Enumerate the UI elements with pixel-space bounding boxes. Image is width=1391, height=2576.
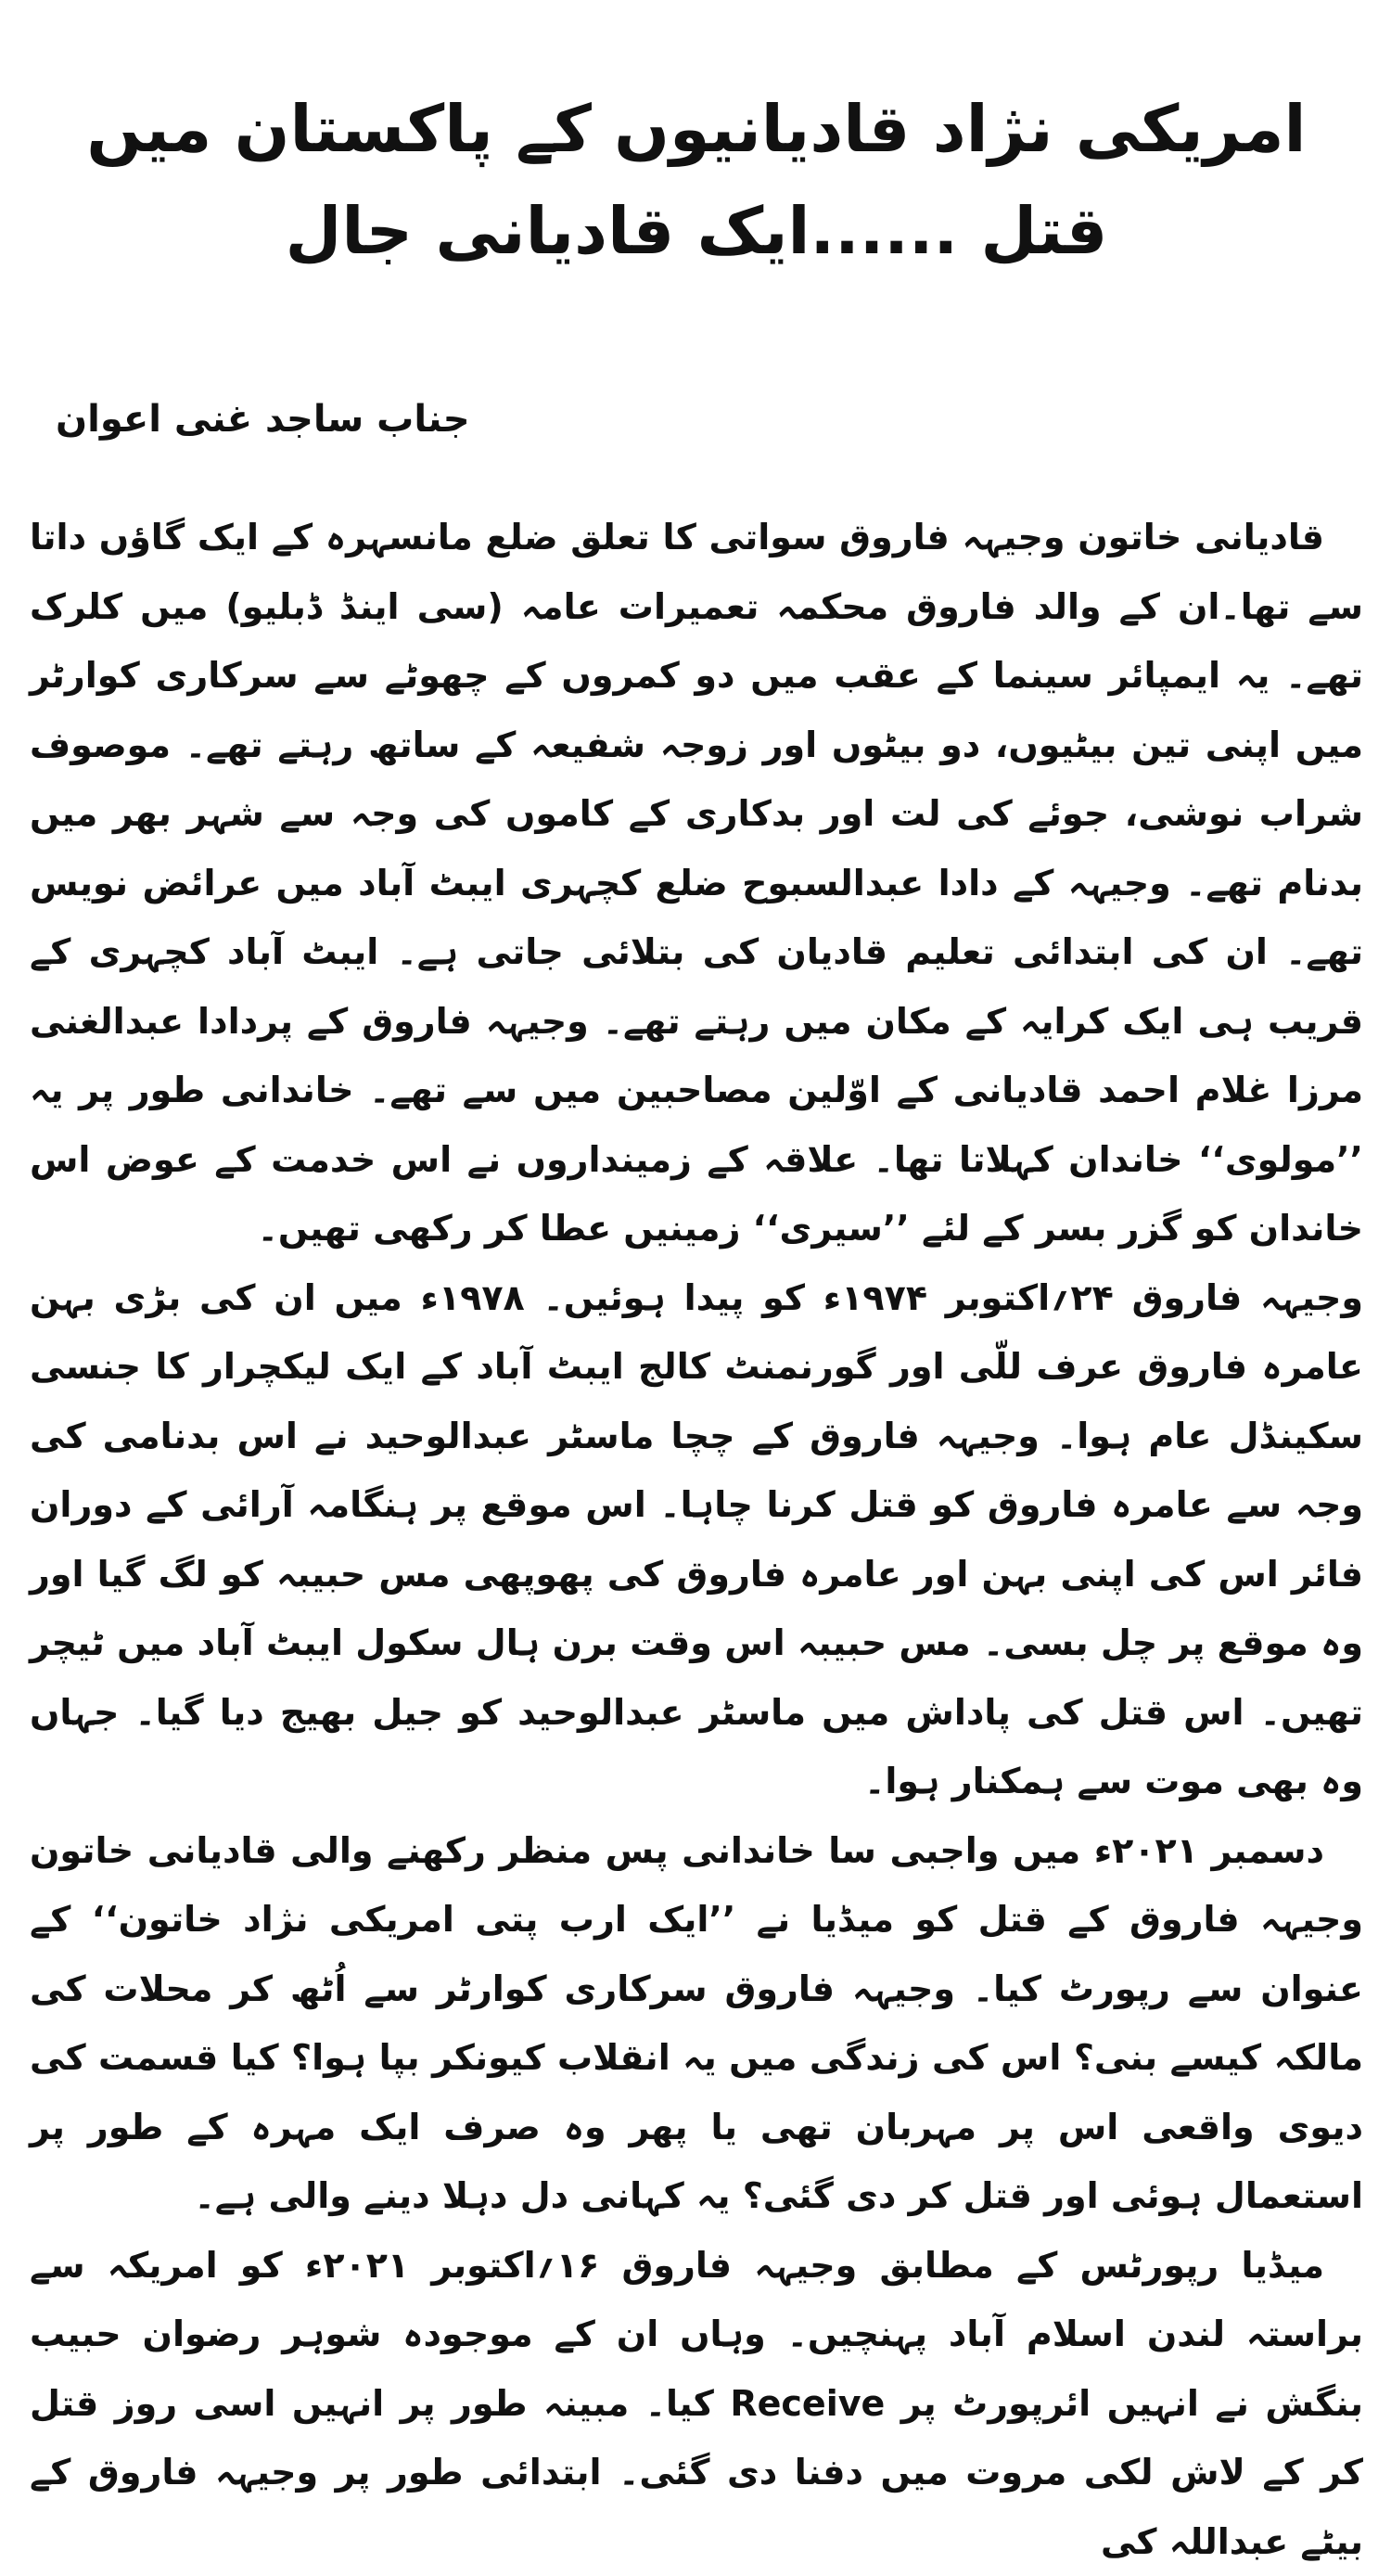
- author-byline: جناب ساجد غنی اعوان: [30, 391, 1363, 447]
- paragraph-3: دسمبر ۲۰۲۱ء میں واجبی سا خاندانی پس منظر رکھنے والی قادیانی خاتون وجیہہ فاروق کے قتل کو میڈیا نے ’’ایک ارب پتی امریکی نژاد خاتون‘‘ کے عنوان سے رپورٹ کیا۔ وجیہہ فاروق سرکاری کوارٹر سے اُٹھ کر محلات کی مالکہ کیسے بنی؟ اس کی زندگی میں یہ انقلاب کیونکر بپا ہوا؟ کیا قسمت کی دیوی واقعی اس پر مہربان تھی یا پھر وہ صرف ایک مہرہ کے طور پر استعمال ہوئی اور قتل کر دی گئی؟ یہ کہانی دل دہلا دینے والی ہے۔: [30, 1816, 1363, 2231]
- paragraph-1: قادیانی خاتون وجیہہ فاروق سواتی کا تعلق ضلع مانسہرہ کے ایک گاؤں داتا سے تھا۔ان کے والد فاروق محکمہ تعمیرات عامہ (سی اینڈ ڈبلیو) میں کلرک تھے۔ یہ ایمپائر سینما کے عقب میں دو کمروں کے چھوٹے سے سرکاری کوارٹر میں اپنی تین بیٹیوں، دو بیٹوں اور زوجہ شفیعہ کے ساتھ رہتے تھے۔ موصوف شراب نوشی، جوئے کی لت اور بدکاری کے کاموں کی وجہ سے شہر بھر میں بدنام تھے۔ وجیہہ کے دادا عبدالسبوح ضلع کچہری ایبٹ آباد میں عرائض نویس تھے۔ ان کی ابتدائی تعلیم قادیان کی بتلائی جاتی ہے۔ ایبٹ آباد کچہری کے قریب ہی ایک کرایہ کے مکان میں رہتے تھے۔ وجیہہ فاروق کے پردادا عبدالغنی مرزا غلام احمد قادیانی کے اوّلین مصاحبین میں سے تھے۔ خاندانی طور پر یہ ’’مولوی‘‘ خاندان کہلاتا تھا۔ علاقہ کے زمینداروں نے اس خدمت کے عوض اس خاندان کو گزر بسر کے لئے ’’سیری‘‘ زمینیں عطا کر رکھی تھیں۔: [30, 503, 1363, 1263]
- paragraph-2: وجیہہ فاروق ۲۴؍اکتوبر ۱۹۷۴ء کو پیدا ہوئیں۔ ۱۹۷۸ء میں ان کی بڑی بہن عامرہ فاروق عرف للّی اور گورنمنٹ کالج ایبٹ آباد کے ایک لیکچرار کا جنسی سکینڈل عام ہوا۔ وجیہہ فاروق کے چچا ماسٹر عبدالوحید نے اس بدنامی کی وجہ سے عامرہ فاروق کو قتل کرنا چاہا۔ اس موقع پر ہنگامہ آرائی کے دوران فائر اس کی اپنی بہن اور عامرہ فاروق کی پھوپھی مس حبیبہ کو لگ گیا اور وہ موقع پر چل بسی۔ مس حبیبہ اس وقت برن ہال سکول ایبٹ آباد میں ٹیچر تھیں۔ اس قتل کی پاداش میں ماسٹر عبدالوحید کو جیل بھیج دیا گیا۔ جہاں وہ بھی موت سے ہمکنار ہوا۔: [30, 1263, 1363, 1816]
- paragraph-4: میڈیا رپورٹس کے مطابق وجیہہ فاروق ۱۶؍اکتوبر ۲۰۲۱ء کو امریکہ سے براستہ لندن اسلام آباد پہنچیں۔ وہاں ان کے موجودہ شوہر رضوان حبیب بنگش نے انہیں ائرپورٹ پر Receive کیا۔ مبینہ طور پر انہیں اسی روز قتل کر کے لاش لکی مروت میں دفنا دی گئی۔ ابتدائی طور پر وجیہہ فاروق کے بیٹے عبداللہ کی: [30, 2231, 1363, 2576]
- article-body: [30, 503, 1363, 2576]
- article-title: امریکی نژاد قادیانیوں کے پاکستان میں قتل ......ایک قادیانی جال: [30, 78, 1363, 282]
